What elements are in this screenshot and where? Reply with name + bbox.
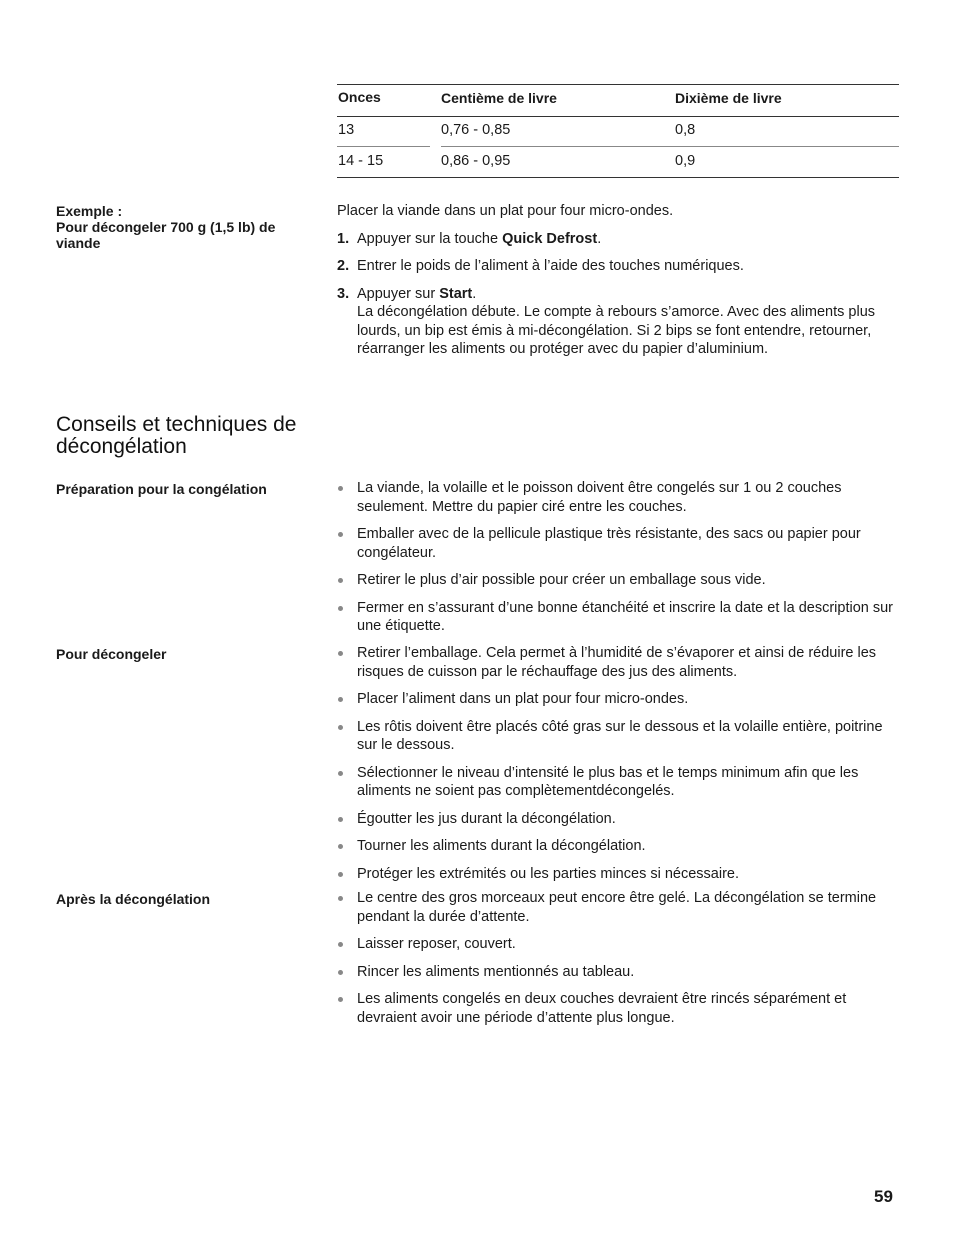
step-key-label: Start: [439, 285, 473, 302]
bullet-icon: [338, 578, 343, 583]
list-item: [337, 865, 902, 884]
list-item: [337, 810, 902, 829]
bullet-icon: [338, 997, 343, 1002]
step-text: Appuyer sur: [357, 285, 440, 302]
table-cell: 13: [338, 122, 355, 138]
step-2: [337, 257, 902, 276]
table-cell: 0,8: [675, 122, 696, 138]
bullet-icon: [338, 532, 343, 537]
list-item: [337, 479, 902, 516]
example-label: [56, 203, 306, 251]
table-cell: 0,76 - 0,85: [441, 122, 511, 138]
step-3-detail: La décongélation débute. Le compte à rebours s’amorce. Avec des aliments plus lourds, un bip est émis à mi-décongélation. Si 2 bips se font entendre, retourner, réarranger les aliments ou protéger avec du papier d’aluminium.: [357, 304, 876, 357]
table-row-rule: [441, 146, 899, 147]
table-cell: 0,9: [675, 153, 696, 169]
section-title: Conseils et techniques de décongélation: [56, 413, 297, 458]
list-item: [337, 963, 902, 982]
bullet-icon: [338, 651, 343, 656]
bullet-icon: [338, 817, 343, 822]
list-item-text: Rincer les aliments mentionnés au tableau.: [357, 963, 635, 980]
group-label-decongeler: Pour décongeler: [56, 646, 167, 662]
table-cell: 0,86 - 0,95: [441, 153, 511, 169]
list-item: [337, 644, 902, 681]
table-header-dixieme: Dixième de livre: [675, 90, 782, 106]
table-header-rule: [337, 116, 899, 117]
list-item-text: Les rôtis doivent être placés côté gras sur le dessous et la volaille entière, poitrine sur le dessous.: [357, 718, 883, 753]
page-number: 59: [874, 1187, 893, 1206]
list-item: [337, 718, 902, 755]
list-preparation: [337, 479, 902, 645]
list-item-text: Retirer l’emballage. Cela permet à l’humidité de s’évaporer et ainsi de réduire les risques de cuisson par le réchauffage des jus des aliments.: [357, 645, 877, 680]
step-number: 2.: [337, 258, 350, 274]
list-item-text: Emballer avec de la pellicule plastique très résistante, des sacs ou papier pour congélateur.: [357, 526, 861, 561]
example-label-line2: Pour décongeler 700 g (1,5 lb) de viande: [56, 219, 276, 251]
list-item: [337, 889, 902, 926]
step-text-end: .: [597, 230, 602, 247]
list-apres: [337, 889, 902, 1036]
bullet-icon: [338, 844, 343, 849]
bullet-icon: [338, 872, 343, 877]
step-1: [337, 230, 902, 249]
table-cell: 14 - 15: [338, 153, 384, 169]
list-item-text: Protéger les extrémités ou les parties minces si nécessaire.: [357, 865, 739, 882]
step-text: Entrer le poids de l’aliment à l’aide des touches numériques.: [357, 258, 744, 274]
bullet-icon: [338, 942, 343, 947]
list-item-text: La viande, la volaille et le poisson doivent être congelés sur 1 ou 2 couches seulement. Mettre du papier ciré entre les couches.: [357, 480, 842, 515]
list-item: [337, 525, 902, 562]
list-item: [337, 690, 902, 709]
list-item: [337, 935, 902, 954]
list-item: [337, 837, 902, 856]
list-item-text: Le centre des gros morceaux peut encore être gelé. La décongélation se termine pendant la durée d’attente.: [357, 890, 877, 925]
bullet-icon: [338, 970, 343, 975]
list-item: [337, 990, 902, 1027]
example-label-line1: Exemple :: [56, 203, 123, 219]
list-item: [337, 764, 902, 801]
table-top-rule: [337, 84, 899, 85]
list-item: [337, 599, 902, 636]
bullet-icon: [338, 486, 343, 491]
bullet-icon: [338, 896, 343, 901]
table-bottom-rule: [337, 177, 899, 178]
list-item-text: Fermer en s’assurant d’une bonne étanchéité et inscrire la date et la description sur une étiquette.: [357, 599, 893, 634]
step-number: 1.: [337, 230, 350, 247]
step-number: 3.: [337, 285, 350, 302]
list-item-text: Laisser reposer, couvert.: [357, 936, 516, 952]
example-intro: Placer la viande dans un plat pour four micro-ondes.: [337, 203, 674, 219]
step-3: [337, 285, 902, 359]
list-decongeler: [337, 644, 902, 892]
example-steps: [337, 202, 902, 359]
step-key-label: Quick Defrost: [502, 230, 598, 247]
step-text-end: .: [472, 285, 477, 302]
group-label-preparation: Préparation pour la congélation: [56, 481, 267, 497]
list-item-text: Retirer le plus d’air possible pour créer un emballage sous vide.: [357, 572, 766, 588]
list-item-text: Égoutter les jus durant la décongélation.: [357, 810, 616, 827]
bullet-icon: [338, 697, 343, 702]
list-item: [337, 571, 902, 590]
table-header-onces: Onces: [338, 89, 381, 105]
list-item-text: Tourner les aliments durant la décongélation.: [357, 838, 646, 854]
bullet-icon: [338, 725, 343, 730]
table-row-rule: [337, 146, 430, 147]
list-item-text: Placer l’aliment dans un plat pour four micro-ondes.: [357, 691, 689, 707]
table-header-centieme: Centième de livre: [441, 90, 557, 106]
bullet-icon: [338, 606, 343, 611]
step-text: Appuyer sur la touche: [357, 230, 503, 247]
group-label-apres: Après la décongélation: [56, 891, 211, 907]
bullet-icon: [338, 771, 343, 776]
list-item-text: Les aliments congelés en deux couches devraient être rincés séparément et devraient avoir une période d’attente plus longue.: [357, 991, 847, 1026]
list-item-text: Sélectionner le niveau d’intensité le plus bas et le temps minimum afin que les aliments ne soient pas complètementdécongelés.: [357, 764, 859, 799]
